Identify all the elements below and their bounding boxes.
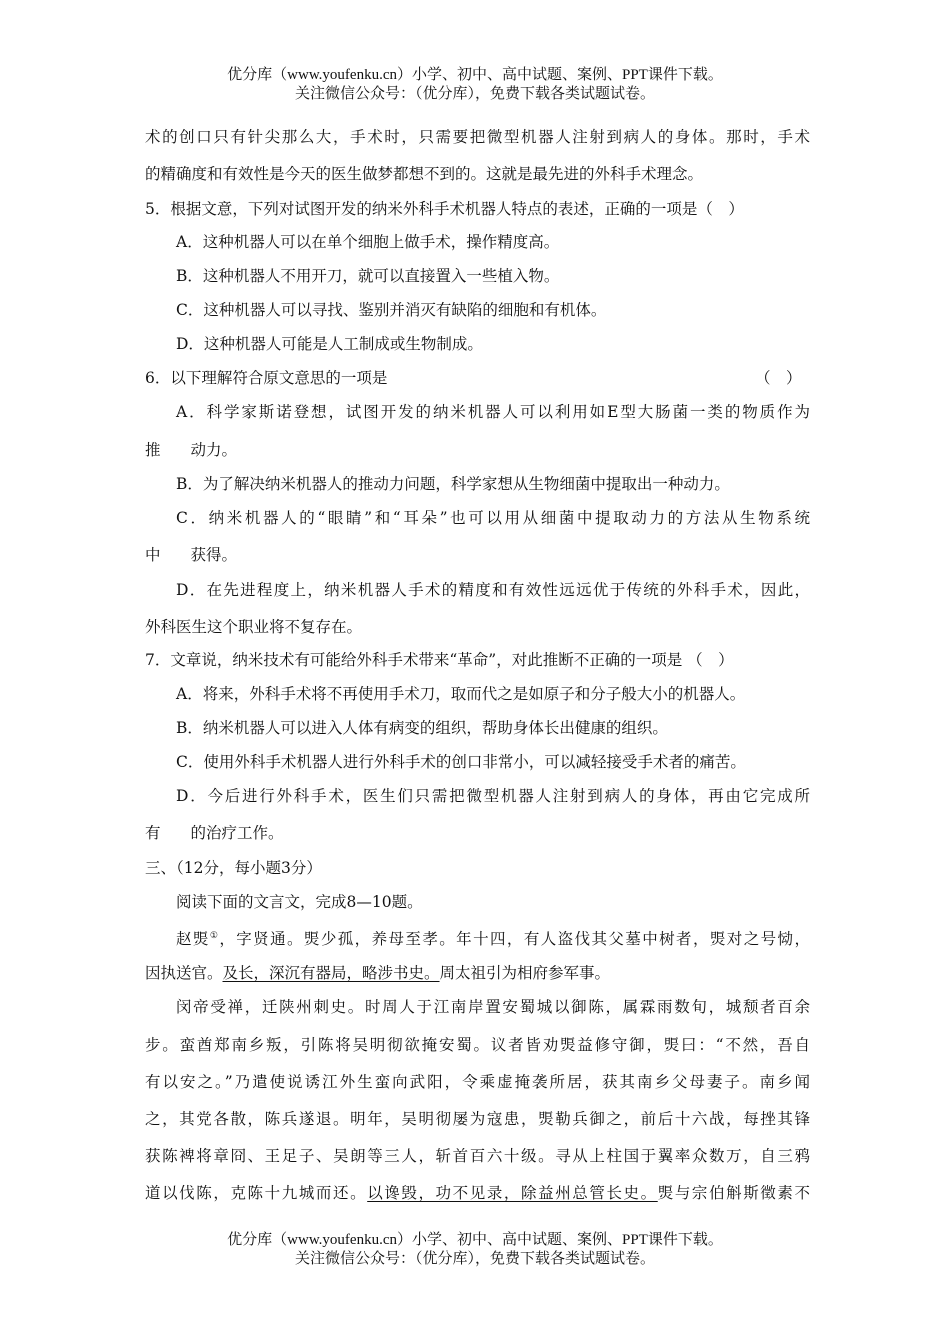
header-line-2: 关注微信公众号：（优分库），免费下载各类试题试卷。	[294, 86, 655, 102]
text-fragment: 煚与宗伯斛斯徵素不	[657, 1184, 810, 1202]
question-5-stem: 5．根据文意，下列对试图开发的纳米外科手术机器人特点的表述，正确的一项是（ ）	[145, 200, 744, 218]
question-5-option-c: C．这种机器人可以寻找、鉴别并消灭有缺陷的细胞和有机体。	[176, 301, 607, 319]
question-6-stem: 6．以下理解符合原文意思的一项是	[145, 369, 388, 387]
text-fragment: 推	[145, 441, 161, 459]
question-6-option-c-cont	[145, 545, 237, 565]
text-fragment: 中	[145, 546, 161, 564]
text-fragment: 获得。	[190, 546, 238, 564]
question-5-option-a: A．这种机器人可以在单个细胞上做手术，操作精度高。	[176, 233, 560, 251]
footnote-marker: ①	[209, 931, 220, 941]
question-6-option-a: A．科学家斯诺登想，试图开发的纳米机器人可以利用如E型大肠菌一类的物质作为	[176, 403, 810, 421]
classical-text-line	[176, 926, 810, 949]
footer-line-1: 优分库（www.youfenku.cn）小学、初中、高中试题、案例、PPT课件下载。	[227, 1232, 723, 1248]
section-3-title: 三、（12分，每小题3分）	[145, 859, 322, 877]
classical-text-line	[145, 963, 610, 983]
section-3-instruction: 阅读下面的文言文，完成8—10题。	[176, 893, 423, 911]
question-6-option-a-cont	[145, 440, 237, 460]
question-6-option-b: B．为了解决纳米机器人的推动力问题，科学家想从生物细菌中提取出一种动力。	[176, 475, 730, 493]
question-7-option-d: D．今后进行外科手术，医生们只需把微型机器人注射到病人的身体，再由它完成所	[176, 787, 810, 805]
question-6-option-c: C．纳米机器人的“眼睛”和“耳朵”也可以用从细菌中提取动力的方法从生物系统	[176, 509, 810, 527]
question-7-option-a: A．将来，外科手术将不再使用手术刀，取而代之是如原子和分子般大小的机器人。	[176, 685, 746, 703]
question-7-option-d-cont	[145, 823, 284, 843]
classical-text-line: 之，其党各散，陈兵遂退。明年，吴明彻屡为寇患，煚勒兵御之，前后十六战，每挫其锋	[145, 1110, 810, 1128]
classical-text-line: 有以安之。”乃遣使说诱江外生蛮向武阳，令乘虚掩袭所居，获其南乡父母妻子。南乡闻	[145, 1073, 810, 1091]
text-fragment: 道以伐陈，克陈十九城而还。	[145, 1184, 368, 1202]
underlined-sentence: 及长，深沉有器局，略涉书史。	[222, 964, 440, 982]
header-line-1: 优分库（www.youfenku.cn）小学、初中、高中试题、案例、PPT课件下载。	[227, 67, 723, 83]
text-fragment: ，字贤通。煚少孤，养母至孝。年十四，有人盗伐其父墓中树者，煚对之号恸，	[219, 930, 810, 948]
text-fragment: 动力。	[190, 441, 238, 459]
underlined-sentence: 以谗毁，功不见录，除益州总管长史。	[367, 1184, 658, 1202]
text-fragment: 赵煚	[176, 930, 210, 948]
classical-text-line	[145, 1183, 810, 1203]
passage-line: 术的创口只有针尖那么大，手术时，只需要把微型机器人注射到病人的身体。那时，手术	[145, 128, 810, 146]
question-6-option-d-cont: 外科医生这个职业将不复存在。	[145, 618, 363, 636]
question-7-stem: 7．文章说，纳米技术有可能给外科手术带来“革命”，对此推断不正确的一项是 （ ）	[145, 651, 734, 669]
text-fragment: 因执送官。	[145, 964, 223, 982]
classical-text-line: 步。蛮酋郑南乡叛，引陈将吴明彻欲掩安蜀。议者皆劝煚益修守御，煚曰：“不然，吾自	[145, 1036, 810, 1054]
question-6-answer-blank: （ ）	[755, 369, 802, 387]
passage-line: 的精确度和有效性是今天的医生做梦都想不到的。这就是最先进的外科手术理念。	[145, 165, 704, 183]
footer-line-2: 关注微信公众号：（优分库），免费下载各类试题试卷。	[294, 1251, 655, 1267]
classical-text-line: 闵帝受禅，迁陕州刺史。时周人于江南岸置安蜀城以御陈，属霖雨数旬，城颓者百余	[176, 998, 810, 1016]
classical-text-line: 获陈裨将章冏、王足子、吴朗等三人，斩首百六十级。寻从上柱国于翼率众数万，自三鸦	[145, 1147, 810, 1165]
text-fragment: 有	[145, 824, 161, 842]
text-fragment: 周太祖引为相府参军事。	[439, 964, 611, 982]
page-footer	[0, 1231, 950, 1269]
page-header	[0, 66, 950, 104]
question-5-option-b: B．这种机器人不用开刀，就可以直接置入一些植入物。	[176, 267, 560, 285]
text-fragment: 的治疗工作。	[190, 824, 284, 842]
question-6-option-d: D．在先进程度上，纳米机器人手术的精度和有效性远远优于传统的外科手术，因此，	[176, 581, 810, 599]
question-7-option-c: C．使用外科手术机器人进行外科手术的创口非常小，可以减轻接受手术者的痛苦。	[176, 753, 746, 771]
question-5-option-d: D．这种机器人可能是人工制成或生物制成。	[176, 335, 483, 353]
question-7-option-b: B．纳米机器人可以进入人体有病变的组织，帮助身体长出健康的组织。	[176, 719, 668, 737]
